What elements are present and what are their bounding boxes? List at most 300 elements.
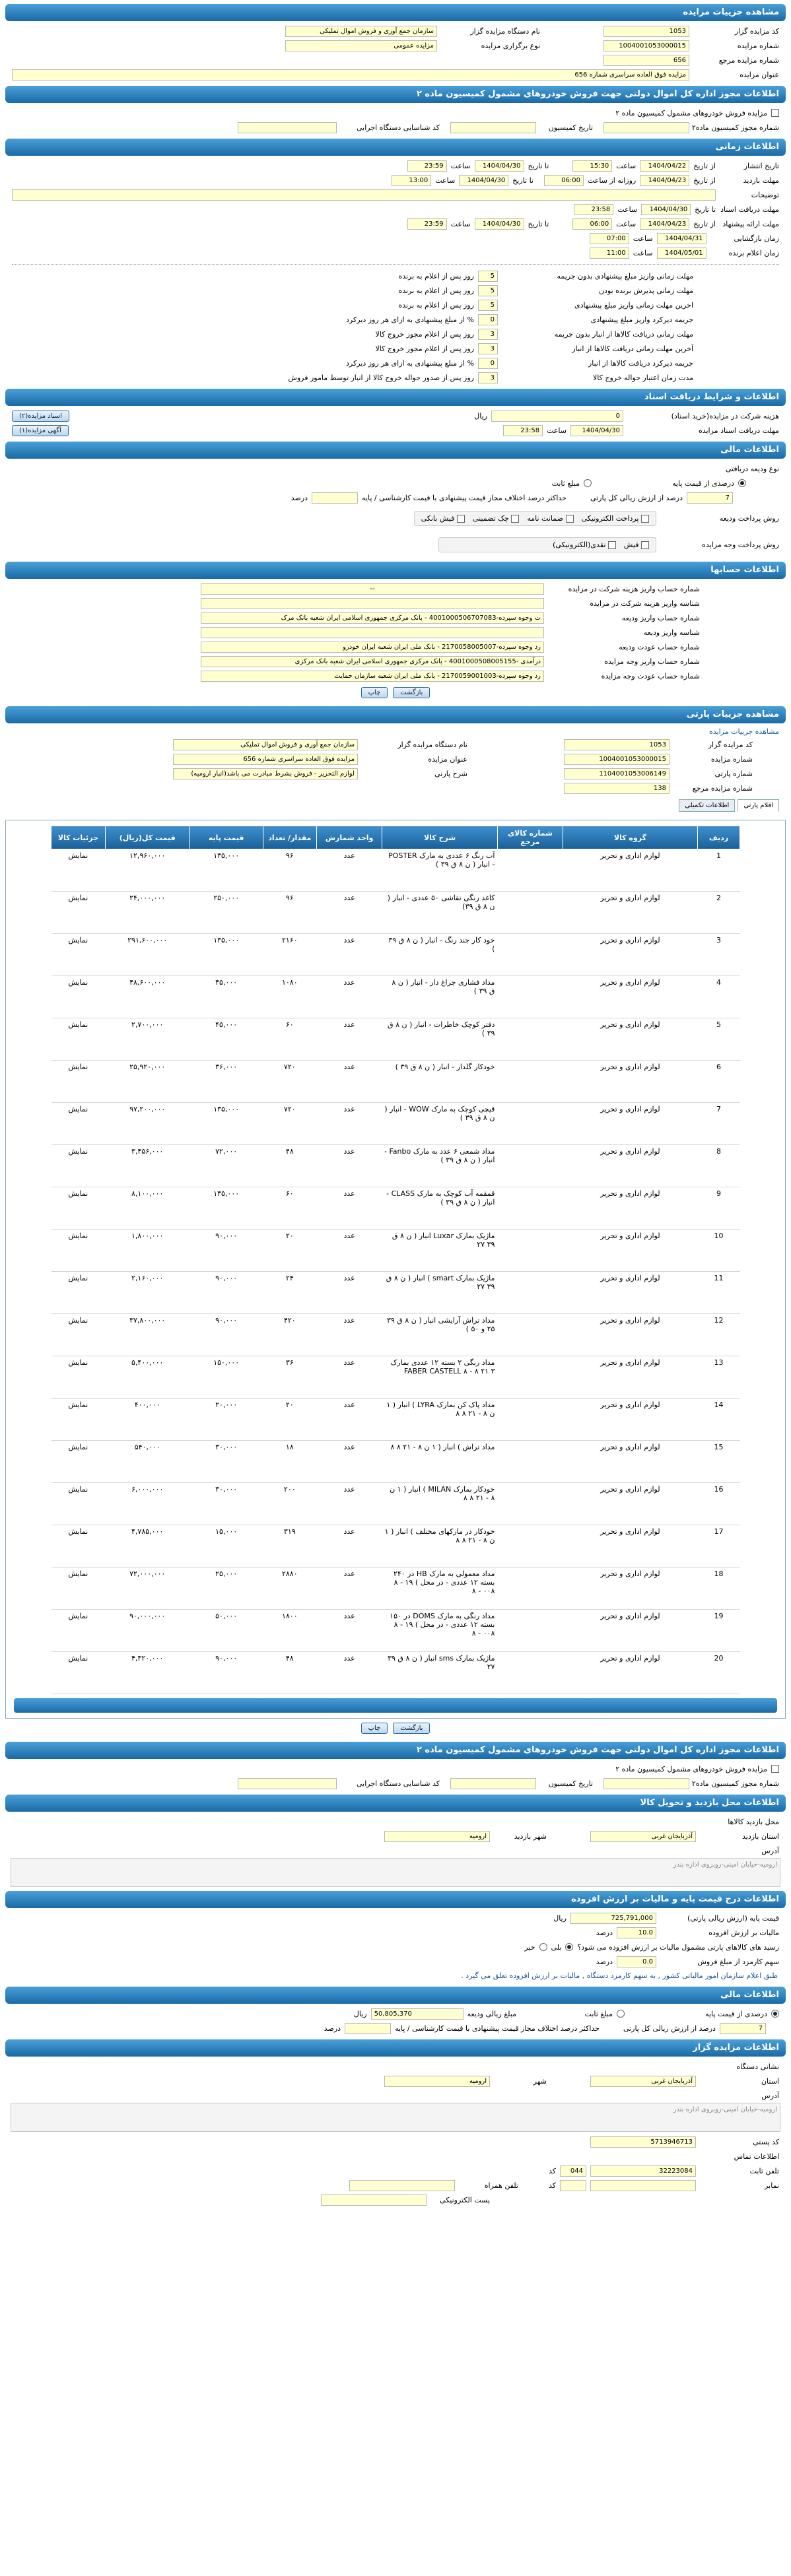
type-field: مزایده عمومی	[285, 40, 437, 51]
permit-date-field	[450, 122, 536, 133]
cell-unit: عدد	[317, 1652, 382, 1694]
cell-row-number: 11	[697, 1272, 739, 1314]
cell-price: ۴۵,۰۰۰	[189, 1018, 263, 1061]
cell-ref	[497, 1230, 563, 1272]
cell-qty: ۲۱۶۰	[263, 934, 317, 976]
cell-group: لوازم اداری و تحریر	[563, 934, 697, 976]
visit-address-field: ارومیه-خیابان امینی-روبروی اداره بندر	[11, 1858, 780, 1887]
party-num-label: شماره مزایده	[710, 754, 753, 764]
party-panel	[5, 706, 786, 816]
cell-ref	[497, 1652, 563, 1694]
visit-from: 1404/04/23	[640, 175, 689, 186]
table-row	[52, 1187, 740, 1230]
base-price-unit: ریال	[553, 1913, 567, 1923]
vat-unit: درصد	[596, 1928, 613, 1937]
cell-qty: ۶۰	[263, 1187, 317, 1230]
cell-ref	[497, 1441, 563, 1483]
print-button[interactable]: چاپ	[361, 687, 388, 698]
f2-max-diff-label: حداکثر درصد اختلاف مجاز قیمت پیشنهادی با قیمت کارشناسی / پایه	[395, 2024, 600, 2033]
daily-label: روزانه از ساعت	[587, 176, 636, 185]
cell-total: ۹۰,۰۰۰,۰۰۰	[105, 1610, 189, 1652]
cell-details-link[interactable]: نمایش	[52, 1018, 106, 1061]
cell-desc: آب رنگ ۶ عددی به مارک POSTER - انبار ( ن ۸ ق ۳۹ )	[382, 849, 498, 892]
share-field: 0.0	[617, 1956, 656, 1967]
f2-fixed-radio[interactable]	[617, 2010, 625, 2018]
cell-ref	[497, 1018, 563, 1061]
to-label: تا تاریخ	[695, 205, 716, 214]
col-price: قیمت پایه	[189, 826, 263, 849]
fee-field: 0	[491, 411, 623, 422]
org-field: سازمان جمع آوری و فروش اموال تملیکی	[285, 26, 437, 37]
table-row	[52, 1314, 740, 1356]
permit2-panel	[5, 1742, 786, 1791]
pay-method-label: روش پرداخت ودیعه	[719, 513, 779, 523]
cell-total: ۵۴۰,۰۰۰	[105, 1441, 189, 1483]
d6-unit: روز پس از اعلام مجوز خروج کالا	[375, 344, 474, 353]
cell-details-link[interactable]: نمایش	[52, 1272, 106, 1314]
cell-price: ۱۵,۰۰۰	[189, 1525, 263, 1568]
permit-id-label: کد شناسایی دستگاه اجرایی	[356, 123, 440, 132]
docs-to-hour: 23:58	[574, 204, 613, 215]
permit2-id-field	[238, 1778, 337, 1789]
open-hour: 07:00	[590, 233, 629, 244]
cell-unit: عدد	[317, 1441, 382, 1483]
cell-qty: ۲۸۸۰	[263, 1568, 317, 1610]
from-label: از تاریخ	[693, 219, 716, 228]
cell-total: ۴,۷۸۵,۰۰۰	[105, 1525, 189, 1568]
cell-total: ۹۷,۲۰۰,۰۰۰	[105, 1103, 189, 1145]
table-row	[52, 1061, 740, 1103]
cell-desc: قیچی کوچک به مارک WOW - انبار ( ن ۸ ق ۳۹ )	[382, 1103, 498, 1145]
cell-price: ۱۳۵,۰۰۰	[189, 1103, 263, 1145]
cell-qty: ۴۸	[263, 1652, 317, 1694]
cell-row-number: 18	[697, 1568, 739, 1610]
docs-file-button[interactable]: اسناد مزایده(۲)	[12, 411, 69, 422]
cell-details-link[interactable]: نمایش	[52, 1399, 106, 1441]
vat-yes-radio[interactable]	[565, 1943, 573, 1951]
cell-desc: مداد پاک کن بمارک LYRA ) انبار ( ۱ ن ۸ - ۲۱ ۸ ۸	[382, 1399, 498, 1441]
permit2-num-field	[603, 1778, 689, 1789]
visit-label: مهلت بازدید	[743, 176, 779, 185]
d4-label: جریمه دیرکرد واریز مبلغ پیشنهادی	[590, 315, 693, 324]
pay2-slip-label: فیش	[623, 540, 639, 549]
visit-city-field: ارومیه	[384, 1831, 490, 1842]
permit-date-label: تاریخ کمیسیون	[548, 123, 593, 132]
cell-group: لوازم اداری و تحریر	[563, 1272, 697, 1314]
contact-city-label: شهر	[533, 2076, 547, 2086]
cell-details-link[interactable]: نمایش	[52, 1441, 106, 1483]
cell-unit: عدد	[317, 934, 382, 976]
timing-title: اطلاعات زمانی	[5, 139, 786, 156]
permit-checkbox[interactable]	[771, 109, 779, 117]
contact-address-heading: نشانی دستگاه	[736, 2062, 779, 2071]
visit-to: 1404/04/30	[459, 175, 508, 186]
f2-percent-value-label: درصد از ارزش ریالی کل پارتی	[623, 2024, 716, 2033]
party-pnum-label: شماره پارتی	[714, 769, 753, 778]
number-label: شماره مزایده	[737, 41, 779, 50]
acc7-label: شماره حساب عودت وجه مزایده	[601, 671, 700, 680]
code-label: کد مزایده گزار	[734, 26, 779, 36]
notice-file-button[interactable]: آگهی مزایده(۱)	[12, 425, 69, 436]
contact-province-field: آذربایجان غربی	[590, 2076, 696, 2087]
acc5-label: شماره حساب عودت ودیعه	[619, 642, 700, 651]
cell-unit: عدد	[317, 1103, 382, 1145]
cell-total: ۴۰۰,۰۰۰	[105, 1399, 189, 1441]
cell-group: لوازم اداری و تحریر	[563, 1525, 697, 1568]
cell-details-link[interactable]: نمایش	[52, 1145, 106, 1187]
cell-unit: عدد	[317, 1568, 382, 1610]
offer-from-hour: 06:00	[572, 218, 612, 230]
acc7-field: رد وجوه سپرده-2170059001003 - بانک ملی ایران شعبه سازمان حمایت	[201, 671, 544, 682]
cell-price: ۳۶,۰۰۰	[189, 1061, 263, 1103]
vat-note: طبق اعلام سازمان امور مالیاتی کشور , به سهم کارمزد دستگاه , مالیات بر ارزش افزوده تعلق می گیرد .	[461, 1971, 778, 1980]
table-body	[52, 849, 740, 1694]
cell-row-number: 13	[697, 1356, 739, 1399]
from-label: از تاریخ	[693, 161, 716, 170]
cell-details-link[interactable]: نمایش	[52, 1314, 106, 1356]
cell-desc: مداد رنگی ۲ بسته ۱۲ عددی بمارک FABER CASTELL ۸ - ۸ ۲۱ ۳	[382, 1356, 498, 1399]
cell-price: ۹۰,۰۰۰	[189, 1272, 263, 1314]
hour-label: ساعت	[617, 205, 638, 214]
cell-details-link[interactable]: نمایش	[52, 1187, 106, 1230]
table-row	[52, 1103, 740, 1145]
acc3-field: ت وجوه سپرده-4001000506707083 - بانک مرکزی جمهوری اسلامی ایران شعبه بانک مرک	[201, 612, 544, 624]
cell-price: ۲۵,۰۰۰	[189, 1568, 263, 1610]
cell-total: ۷۲,۰۰۰,۰۰۰	[105, 1568, 189, 1610]
from-label: از تاریخ	[693, 176, 716, 185]
cell-ref	[497, 1187, 563, 1230]
d3-field: 5	[478, 300, 498, 311]
table-row	[52, 1230, 740, 1272]
items-table	[51, 826, 740, 1694]
cell-details-link[interactable]: نمایش	[52, 892, 106, 934]
price-panel	[5, 1891, 786, 1983]
deadline-hour-field: 23:58	[503, 425, 543, 436]
visit-to-hour: 13:00	[392, 175, 431, 186]
cell-price: ۱۳۵,۰۰۰	[189, 1187, 263, 1230]
permit2-check-label: مزایده فروش خودروهای مشمول کمیسیون ماده ۲	[615, 1764, 767, 1773]
pay2-method-label: روش پرداخت وجه مزایده	[702, 540, 779, 549]
vat-no-label: خیر	[524, 1942, 535, 1952]
acc2-label: شناسه واریز هزینه شرکت در مزایده	[590, 599, 700, 608]
contact-province-label: استان	[761, 2076, 779, 2086]
cell-details-link[interactable]: نمایش	[52, 1356, 106, 1399]
cell-group: لوازم اداری و تحریر	[563, 1103, 697, 1145]
d8-label: مدت زمان اعتبار حواله خروج کالا	[593, 373, 693, 382]
table-row	[52, 1652, 740, 1694]
acc2-field	[201, 598, 544, 609]
acc1-field: --	[201, 583, 544, 595]
cell-group: لوازم اداری و تحریر	[563, 1145, 697, 1187]
d1-unit: روز پس از اعلام به برنده	[398, 271, 474, 281]
cell-total: ۲,۷۰۰,۰۰۰	[105, 1018, 189, 1061]
cell-desc: کاغذ رنگی نقاشی ۵۰ عددی - انبار ( ن ۸ ق ۳۹)	[382, 892, 498, 934]
deposit-type-label: نوع ودیعه دریافتی	[725, 464, 779, 473]
auction-panel	[5, 4, 786, 82]
visit-province-field: آذربایجان غربی	[590, 1831, 696, 1842]
percent-label: درصدی از قیمت پایه	[672, 479, 734, 488]
d6-label: آخرین مهلت زمانی دریافت کالاها از انبار	[572, 344, 693, 353]
contact-info-heading: اطلاعات تماس	[734, 2152, 779, 2161]
cell-row-number: 6	[697, 1061, 739, 1103]
cell-row-number: 4	[697, 976, 739, 1018]
to-label: تا تاریخ	[528, 161, 549, 170]
visit-province-label: استان بازدید	[742, 1832, 779, 1841]
finance2-panel	[5, 1987, 786, 2035]
col-total: قیمت کل(ریال)	[105, 826, 189, 849]
cell-price: ۹۰,۰۰۰	[189, 1652, 263, 1694]
cell-total: ۶,۰۰۰,۰۰۰	[105, 1483, 189, 1525]
cell-qty: ۹۶	[263, 849, 317, 892]
cell-details-link[interactable]: نمایش	[52, 849, 106, 892]
cell-price: ۱۳۵,۰۰۰	[189, 934, 263, 976]
cell-ref	[497, 1061, 563, 1103]
cell-row-number: 8	[697, 1145, 739, 1187]
email-label: پست الکترونیکی	[440, 2195, 490, 2204]
cell-unit: عدد	[317, 1018, 382, 1061]
fax-field	[590, 2180, 696, 2191]
deadline-hour-label: ساعت	[547, 426, 567, 435]
open-label: زمان بازگشایی	[734, 234, 779, 243]
cell-total: ۵,۴۰۰,۰۰۰	[105, 1356, 189, 1399]
party-subject-field: مزایده فوق العاده سراسری شماره 656	[173, 754, 358, 765]
cell-price: ۵۰,۰۰۰	[189, 1610, 263, 1652]
cell-total: ۲,۱۶۰,۰۰۰	[105, 1272, 189, 1314]
cell-details-link[interactable]: نمایش	[52, 1610, 106, 1652]
cell-desc: ماژیک بمارک sms انبار ( ن ۸ ق ۳۹ ۲۷	[382, 1652, 498, 1694]
back-button[interactable]: بازگشت	[393, 687, 430, 698]
cell-desc: قمقمه آب کوچک به مارک CLASS - انبار ( ن ۸ ق ۳۹ )	[382, 1187, 498, 1230]
mobile-field	[349, 2180, 455, 2191]
pay-guarantee-check[interactable]	[566, 515, 574, 523]
acc4-label: شناسه واریز ودیعه	[643, 628, 700, 637]
d8-unit: روز پس از صدور حواله خروج کالا از انبار توسط مامور فروش	[288, 373, 474, 382]
publish-label: تاریخ انتشار	[743, 161, 779, 170]
cell-unit: عدد	[317, 1272, 382, 1314]
d5-unit: روز پس از اعلام مجوز خروج کالا	[375, 329, 474, 339]
fax-label: نمابر	[765, 2181, 779, 2190]
visit-daily: 06:00	[544, 175, 584, 186]
pay-method-options	[414, 511, 656, 526]
cell-details-link[interactable]: نمایش	[52, 1061, 106, 1103]
auction-title: مشاهده جزییات مزایده	[5, 4, 786, 21]
location-title: اطلاعات محل بازدید و تحویل کالا	[5, 1795, 786, 1812]
cell-unit: عدد	[317, 1356, 382, 1399]
cell-group: لوازم اداری و تحریر	[563, 1061, 697, 1103]
open-date: 1404/04/31	[657, 233, 706, 244]
announce-date: 1404/05/01	[657, 248, 706, 259]
d2-field: 5	[478, 285, 498, 296]
contact-city-field: ارومیه	[384, 2076, 490, 2087]
cell-unit: عدد	[317, 1187, 382, 1230]
table-row	[52, 1610, 740, 1652]
cell-price: ۲۰,۰۰۰	[189, 1399, 263, 1441]
cell-details-link[interactable]: نمایش	[52, 1230, 106, 1272]
cell-details-link[interactable]: نمایش	[52, 1483, 106, 1525]
permit-panel	[5, 86, 786, 135]
fax-code-label: کد	[548, 2181, 556, 2190]
pay-electronic-check[interactable]	[641, 515, 649, 523]
offer-to: 1404/04/30	[475, 218, 524, 230]
postal-field: 5713946713	[590, 2136, 696, 2148]
party-title: مشاهده جزییات پارتی	[5, 706, 786, 723]
acc5-field: رد وجوه سپرده-2170058005007 - بانک ملی ایران شعبه ایران خودرو	[201, 642, 544, 653]
cell-row-number: 19	[697, 1610, 739, 1652]
cell-unit: عدد	[317, 976, 382, 1018]
acc3-label: شماره حساب واریز ودیعه	[621, 613, 700, 622]
cell-details-link[interactable]: نمایش	[52, 1652, 106, 1694]
cell-desc: خودکار بمارک MILAN ) انبار ( ۱ ن ۸ - ۲۱ ۸ ۸	[382, 1483, 498, 1525]
cell-unit: عدد	[317, 1483, 382, 1525]
pay-cheque-label: چک تضمینی	[472, 513, 509, 523]
col-details: جزئیات کالا	[52, 826, 106, 849]
postal-label: کد پستی	[753, 2137, 779, 2146]
cell-price: ۹۰,۰۰۰	[189, 1230, 263, 1272]
share-unit: درصد	[596, 1957, 613, 1966]
tab-extra-info[interactable]: اطلاعات تکمیلی	[679, 799, 735, 812]
party-desc-label: شرح پارتی	[434, 769, 467, 778]
max-diff-unit: درصد	[291, 493, 308, 502]
col-qty: مقدار/ تعداد	[263, 826, 317, 849]
visit-place-label: محل بازدید کالاها	[728, 1817, 779, 1826]
cell-group: لوازم اداری و تحریر	[563, 1187, 697, 1230]
cell-total: ۱۲,۹۶۰,۰۰۰	[105, 849, 189, 892]
max-diff-field	[312, 492, 358, 504]
ref-field: 656	[603, 55, 689, 66]
cell-ref	[497, 1145, 563, 1187]
cell-total: ۲۵,۹۲۰,۰۰۰	[105, 1061, 189, 1103]
share-label: سهم کارمزد از مبلغ فروش	[697, 1957, 779, 1966]
cell-row-number: 9	[697, 1187, 739, 1230]
percent-radio[interactable]	[738, 479, 746, 487]
timing-panel	[5, 139, 786, 385]
contact-address-label: آدرس	[761, 2091, 779, 2100]
contact-title: اطلاعات مزایده گزار	[5, 2039, 786, 2057]
cell-group: لوازم اداری و تحریر	[563, 1314, 697, 1356]
cell-ref	[497, 934, 563, 976]
cell-total: ۴۸,۶۰۰,۰۰۰	[105, 976, 189, 1018]
cell-desc: مداد فشاری چراغ دار - انبار ( ن ۸ ق ۳۹ )	[382, 976, 498, 1018]
vat-yes-label: بلی	[551, 1942, 562, 1952]
cell-unit: عدد	[317, 1314, 382, 1356]
table-footer-bar	[14, 1698, 777, 1713]
type-label: نوع برگزاری مزایده	[481, 41, 540, 50]
pay-bank-check[interactable]	[457, 515, 465, 523]
cell-ref	[497, 849, 563, 892]
table-buttons	[0, 1719, 791, 1738]
table-back-button[interactable]: بازگشت	[393, 1723, 430, 1734]
acc1-label: شماره حساب واریز هزینه شرکت در مزایده	[568, 584, 700, 593]
cell-unit: عدد	[317, 1525, 382, 1568]
pay2-cash-check[interactable]	[608, 541, 616, 549]
party-ref-field: 138	[564, 783, 670, 794]
cell-ref	[497, 1272, 563, 1314]
f2-percent-field: 7	[720, 2023, 766, 2034]
cell-desc: خودکار گلدار - انبار ( ن ۸ ق ۳۹ )	[382, 1061, 498, 1103]
cell-details-link[interactable]: نمایش	[52, 934, 106, 976]
cell-desc: مداد تراش ) انبار ( ۱ ن ۸ - ۲۱ ۸ ۸	[382, 1441, 498, 1483]
pay-cheque-check[interactable]	[511, 515, 519, 523]
price-title: اطلاعات درج قیمت پایه و مالیات بر ارزش افزوده	[5, 1891, 786, 1908]
cell-group: لوازم اداری و تحریر	[563, 892, 697, 934]
deadline-label: مهلت دریافت اسناد مزایده	[698, 426, 779, 435]
party-subject-label: عنوان مزایده	[428, 754, 467, 764]
permit2-num-label: شماره مجوز کمیسیون ماده۲	[691, 1779, 779, 1788]
f2-fixed-label: مبلغ ثابت	[584, 2009, 613, 2018]
table-print-button[interactable]: چاپ	[361, 1723, 388, 1734]
cell-details-link[interactable]: نمایش	[52, 1525, 106, 1568]
permit-num-field	[603, 122, 689, 133]
pay2-slip-check[interactable]	[641, 541, 649, 549]
hour-label: ساعت	[450, 219, 471, 228]
cell-desc: ماژیک بمارک smart ) انبار ( ن ۸ ق ۳۹ ۲۷	[382, 1272, 498, 1314]
permit-check-label: مزایده فروش خودروهای مشمول کمیسیون ماده ۲	[615, 108, 767, 117]
cell-group: لوازم اداری و تحریر	[563, 1568, 697, 1610]
cell-desc: مداد تراش آرایشی انبار ( ن ۸ ق ۳۹ ۲۵ و ۵۰ )	[382, 1314, 498, 1356]
f2-max-diff-field	[345, 2023, 391, 2034]
cell-price: ۹۰,۰۰۰	[189, 1314, 263, 1356]
cell-desc: مداد رنگی به مارک DOMS در ۱۵۰ بسته ۱۲ عددی - در محل ) ۱۹ - ۸ ۰۰۸ - ۸	[382, 1610, 498, 1652]
cell-unit: عدد	[317, 1610, 382, 1652]
table-row	[52, 1018, 740, 1061]
party-code-label: کد مزایده گزار	[708, 740, 753, 749]
accounts-panel	[5, 562, 786, 702]
d4-field: 0	[478, 314, 498, 325]
fee-label: هزینه شرکت در مزایده(خرید اسناد)	[671, 411, 779, 420]
tab-party-items[interactable]: اقلام پارتی	[738, 799, 779, 812]
permit-num-label: شماره مجوز کمیسیون ماده۲	[691, 123, 779, 132]
hour-label: ساعت	[450, 161, 471, 170]
announce-hour: 11:00	[590, 248, 629, 259]
permit2-title: اطلاعات مجوز اداره کل اموال دولتی جهت فروش خودروهای مشمول کمیسیون ماده ۲	[5, 1742, 786, 1759]
d2-unit: روز پس از اعلام به برنده	[398, 286, 474, 295]
f2-deposit-field: 50,805,370	[371, 2008, 464, 2020]
table-row	[52, 1568, 740, 1610]
party-code-field: 1053	[564, 739, 670, 750]
vat-no-radio[interactable]	[539, 1943, 547, 1951]
col-ref: شماره کالای مرجع	[497, 826, 563, 849]
d5-field: 3	[478, 329, 498, 340]
cell-details-link[interactable]: نمایش	[52, 976, 106, 1018]
cell-total: ۸,۱۰۰,۰۰۰	[105, 1187, 189, 1230]
cell-qty: ۱۸۰۰	[263, 1610, 317, 1652]
permit2-checkbox[interactable]	[771, 1765, 779, 1773]
deadline-field: 1404/04/30	[570, 425, 623, 436]
ref-label: شماره مزایده مرجع	[718, 55, 779, 65]
f2-deposit-label: مبلغ ریالی ودیعه	[467, 2009, 516, 2018]
cell-group: لوازم اداری و تحریر	[563, 849, 697, 892]
cell-group: لوازم اداری و تحریر	[563, 1230, 697, 1272]
cell-row-number: 12	[697, 1314, 739, 1356]
finance-panel	[5, 442, 786, 558]
accounts-title: اطلاعات حسابها	[5, 562, 786, 579]
pay2-cash-label: نقدی(الکترونیکی)	[552, 540, 606, 549]
cell-details-link[interactable]: نمایش	[52, 1103, 106, 1145]
fixed-radio[interactable]	[584, 479, 592, 487]
pay-bank-label: فیش بانکی	[421, 513, 455, 523]
hour-label: ساعت	[633, 234, 653, 243]
cell-total: ۲۹۱,۶۰۰,۰۰۰	[105, 934, 189, 976]
cell-price: ۱۵۰,۰۰۰	[189, 1356, 263, 1399]
cell-qty: ۶۰	[263, 1018, 317, 1061]
cell-unit: عدد	[317, 1230, 382, 1272]
subject-field: مزایده فوق العاده سراسری شماره 656	[12, 69, 689, 81]
f2-percent-radio[interactable]	[771, 2010, 779, 2018]
cell-qty: ۳۱۹	[263, 1525, 317, 1568]
cell-details-link[interactable]: نمایش	[52, 1568, 106, 1610]
d7-unit: % از مبلغ پیشنهادی به ازای هر روز دیرکرد	[346, 358, 474, 368]
cell-price: ۷۲,۰۰۰	[189, 1145, 263, 1187]
